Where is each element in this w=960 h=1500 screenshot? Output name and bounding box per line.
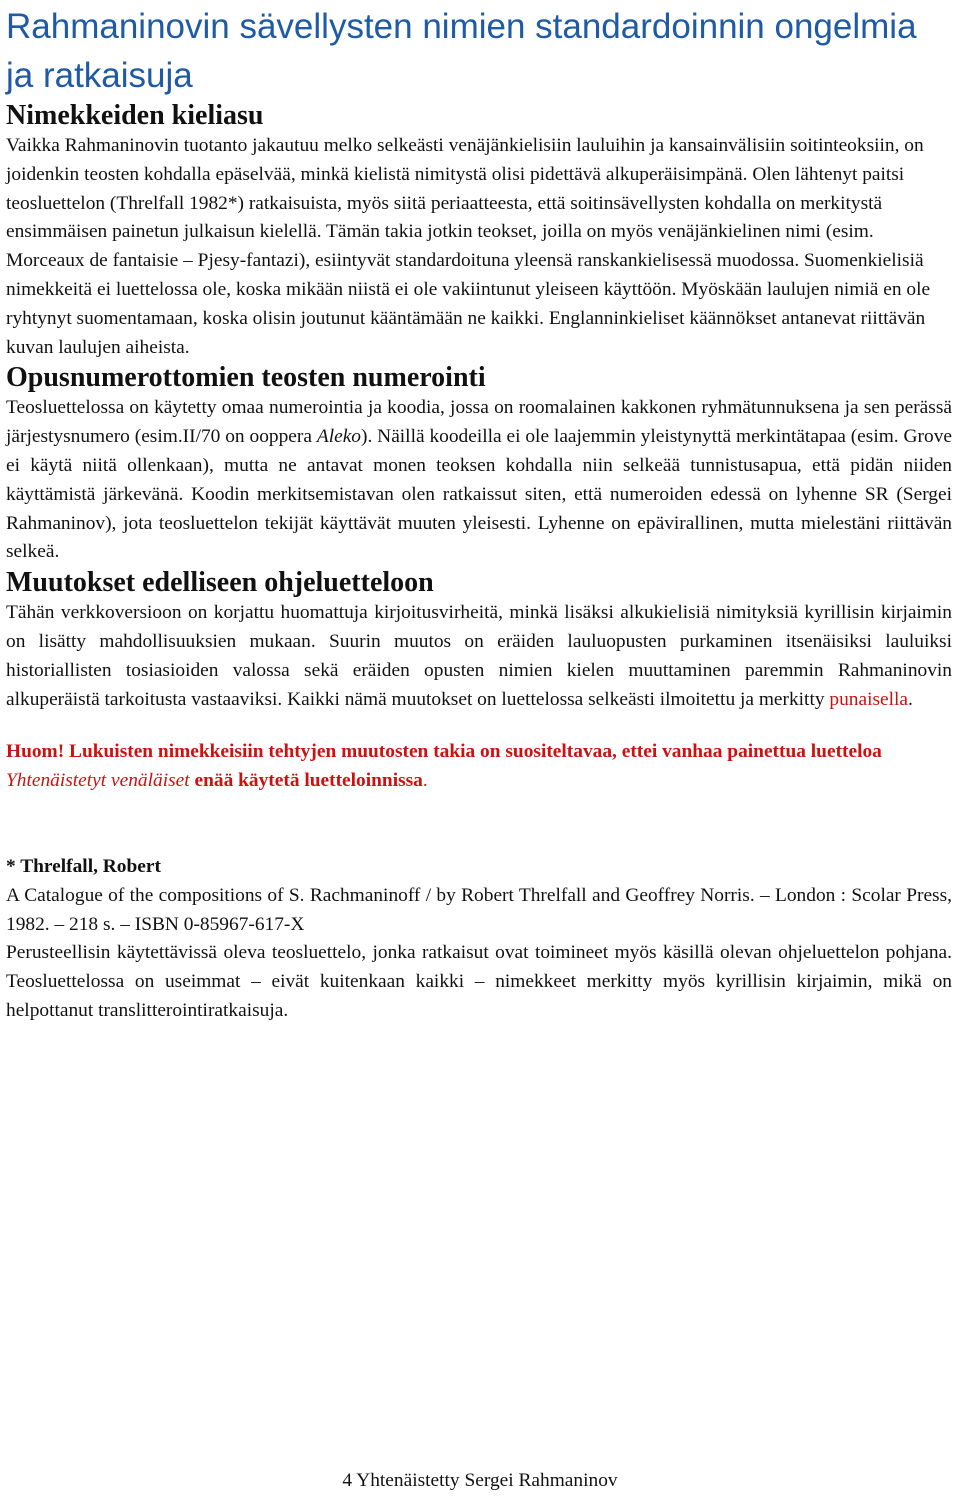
warning-note <box>6 738 952 796</box>
page-title: Rahmaninovin sävellysten nimien standardoinnin ongelmia ja ratkaisuja <box>6 7 917 95</box>
warning-tail: enää käytetä luetteloinnissa <box>189 770 423 792</box>
paragraph-opus-part1: Teosluettelossa on käytetty omaa numerointia ja koodia, jossa on roomalainen kakkonen ryhmätunnuksena ja sen perässä järjestysnumero (esim.II/70 on ooppera <box>6 397 952 448</box>
warning-period: . <box>422 770 428 792</box>
reference-citation: A Catalogue of the compositions of S. Rachmaninoff / by Robert Threlfall and Geoffrey Norris. – London : Scolar Press, 1982. – 218 s. – ISBN 0-85967-617-X <box>6 884 952 935</box>
paragraph-changes <box>6 599 952 714</box>
document-page <box>6 0 952 1026</box>
warning-lead: Huom! Lukuisten nimekkeisiin tehtyjen muutosten takia on suositeltavaa, ettei vanhaa painettua luetteloa <box>6 741 882 763</box>
section-heading-changes: Muutokset edelliseen ohjeluetteloon <box>6 567 434 599</box>
red-highlight-word: punaisella <box>829 688 908 710</box>
page-footer: 4 Yhtenäistetty Sergei Rahmaninov <box>342 1470 618 1491</box>
paragraph-names: Vaikka Rahmaninovin tuotanto jakautuu melko selkeästi venäjänkielisiin lauluihin ja kansainvälisiin soitinteoksiin, on joidenkin teosten kohdalla epäselvää, minkä kielistä nimitystä olisi pidettävä alkuperäisimpänä. Olen lähtenyt paitsi teosluettelon (Threlfall 1982*) ratkaisuista, myös siitä periaatteesta, että soitinsävellysten kohdalla on merkitystä ensimmäisen painetun julkaisun kielellä. Tämän takia jotkin teokset, joilla on myös venäjänkielinen nimi (esim. Morceaux de fantaisie – Pjesy-fantazi), esiintyvät standardoituna yleensä ranskankielisessä muodossa. Suomenkielisiä nimekkeitä ei luettelossa ole, koska mikään niistä ei ole vakiintunut yleiseen käyttöön. Myöskään laulujen nimiä en ole ryhtynyt suomentamaan, koska olisin joutunut kääntämään ne kaikki. Englanninkieliset käännökset antanevat riittävän kuvan laulujen aiheista. <box>6 135 931 358</box>
section-heading-opus: Opusnumerottomien teosten numerointi <box>6 362 486 394</box>
paragraph-opus <box>6 394 952 567</box>
reference-author: * Threlfall, Robert <box>6 855 161 877</box>
opera-title-aleko: Aleko <box>316 426 361 448</box>
paragraph-changes-end: . <box>908 688 913 710</box>
reference-note: Perusteellisin käytettävissä oleva teosluettelo, jonka ratkaisut ovat toimineet myös käsillä olevan ohjeluettelon pohjana. Teosluettelossa on useimmat – eivät kuitenkaan kaikki – nimekkeet merkitty myös kyrillisin kirjaimin, mikä on helpottanut translitterointiratkaisuja. <box>6 942 952 1021</box>
warning-italic-title: Yhtenäistetyt venäläiset <box>6 770 190 792</box>
paragraph-changes-part1: Tähän verkkoversioon on korjattu huomattuja kirjoitusvirheitä, minkä lisäksi alkukielisiä nimityksiä kyrillisin kirjaimin on lisätty mahdollisuuksien mukaan. Suurin muutos on eräiden lauluopusten purkaminen itsenäisiksi lauluiksi historiallisten tosiasioiden valossa sekä eräiden opusten nimien kielen muuttaminen paremmin Rahmaninovin alkuperäistä tarkoitusta vastaaviksi. Kaikki nämä muutokset on luettelossa selkeästi ilmoitettu ja merkitty <box>6 602 952 710</box>
section-heading-names: Nimekkeiden kieliasu <box>6 100 264 131</box>
reference-block <box>6 853 952 1026</box>
paragraph-opus-part2: ). Näillä koodeilla ei ole laajemmin yleistynyttä merkintätapaa (esim. Grove ei käytä niitä ollenkaan), mutta ne antavat monen teoksen kohdalla niin selkeää tunnistusapua, että pidän niiden käyttämistä järkevänä. Koodin merkitsemistavan olen ratkaissut siten, että numeroiden edessä on lyhenne SR (Sergei Rahmaninov), jota teosluettelon tekijät käyttävät muuten yleisesti. Lyhenne on epävirallinen, mutta mielestäni riittävän selkeä. <box>6 426 952 563</box>
